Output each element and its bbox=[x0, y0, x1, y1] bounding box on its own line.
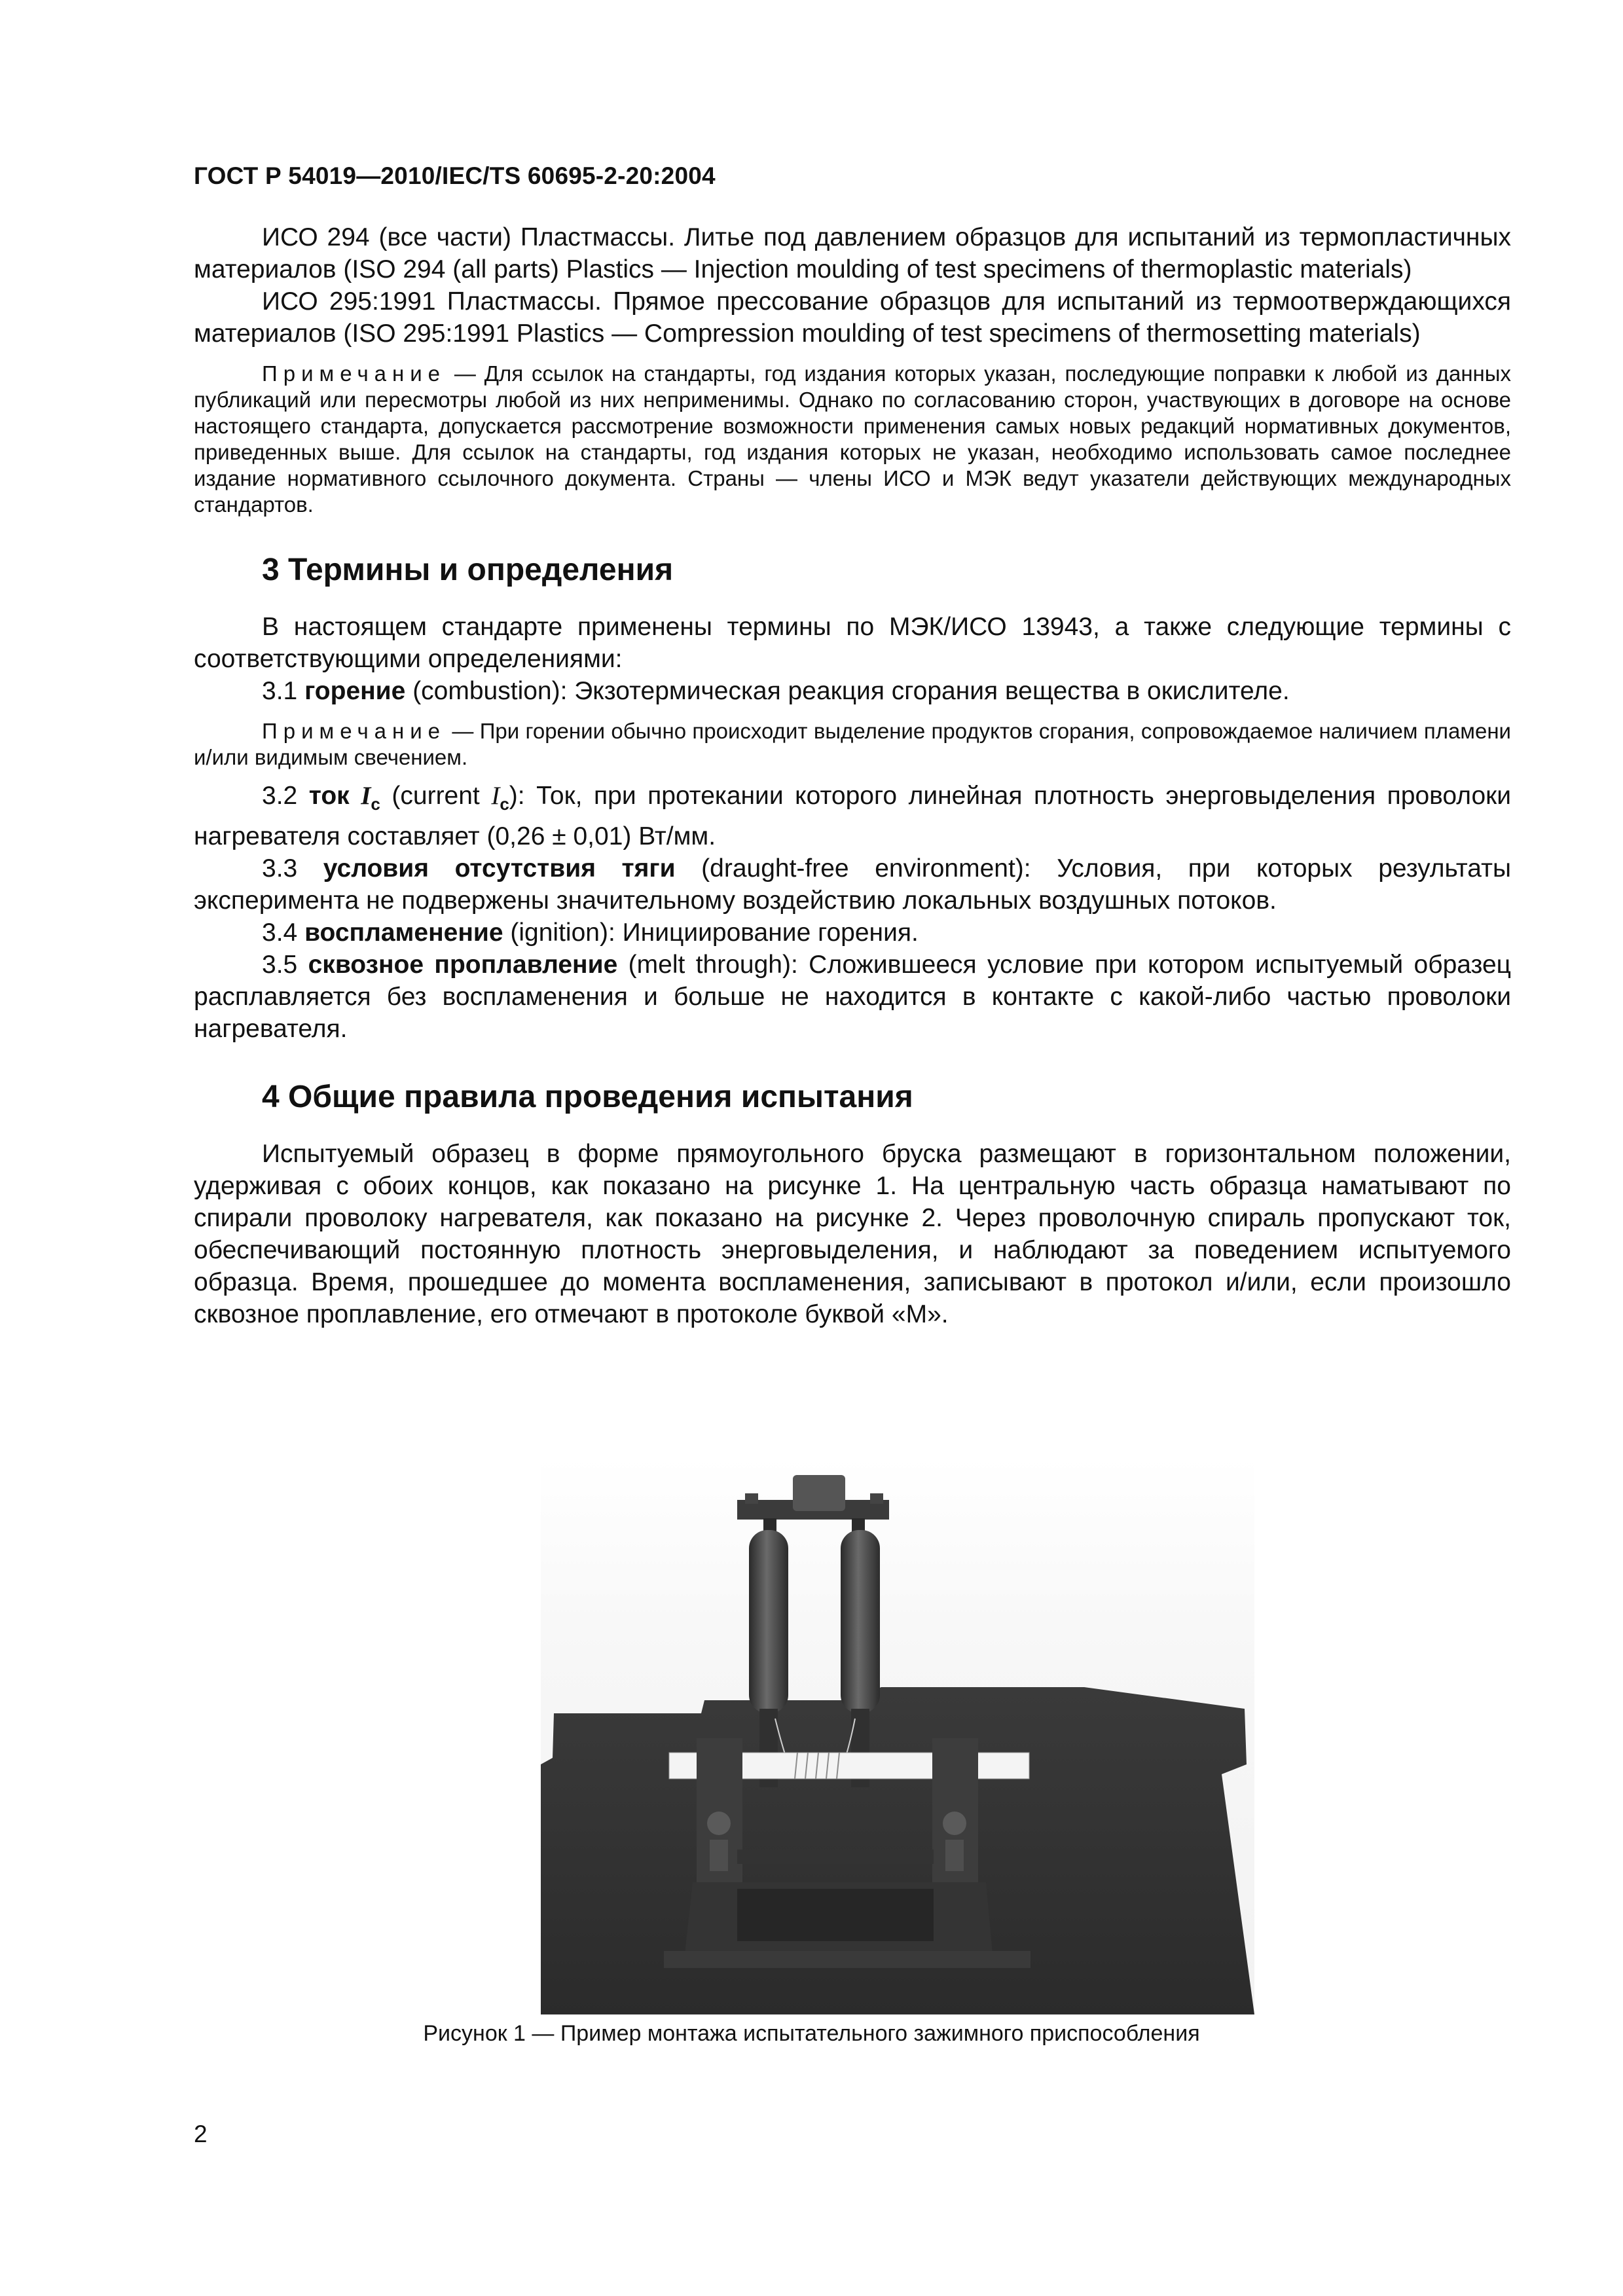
standard-header: ГОСТ Р 54019—2010/IEC/TS 60695-2-20:2004 bbox=[194, 162, 716, 189]
note-text: — Для ссылок на стандарты, год издания которых указан, последующие поправки к любой из данных публикаций или пересмотры любой из них неприменимы. Однако по согласованию сторон, участвующих в договоре на основе настоящего стандарта, допускается рассмотрение возможности применения самых новых редакций нормативных документов, приведенных выше. Для ссылок на стандарты, год издания которых не указан, необходимо использовать самое последнее издание нормативного ссылочного документа. Страны — члены ИСО и МЭК ведут указатели действующих международных стандартов. bbox=[194, 361, 1511, 517]
section-3-intro: В настоящем стандарте применены термины по МЭК/ИСО 13943, а также следующие термины с соответствующими определениями: bbox=[194, 613, 1511, 673]
page-number: 2 bbox=[194, 2121, 208, 2147]
term-3-3-name: условия отсутствия тяги bbox=[323, 854, 676, 883]
current-symbol-inline: $I_c$ bbox=[491, 782, 509, 814]
term-3-1-note bbox=[194, 718, 1511, 771]
section-4-heading: 4 Общие правила проведения испытания bbox=[262, 1079, 913, 1114]
term-3-5-name: сквозное проплавление bbox=[308, 950, 618, 979]
reference-iso-294: ИСО 294 (все части) Пластмассы. Литье под давлением образцов для испытаний из термопластичных материалов (ISO 294 (all parts) Plastics — Injection moulding of test specimens of thermoplastic materials) bbox=[194, 223, 1511, 283]
term-3-3: 3.3 условия отсутствия тяги (draught-free environment): Условия, при которых результаты эксперимента не подвержены значительному воздействию локальных воздушных потоков. bbox=[194, 854, 1511, 915]
term-3-2: 3.2 ток $I_c$ (current $I_c$): Ток, при протекании которого линейная плотность энерговыделения проволоки нагревателя составляет (0,26 ± 0,01) Вт/мм. bbox=[194, 782, 1511, 850]
references-note bbox=[194, 361, 1511, 518]
term-3-5: 3.5 сквозное проплавление (melt through): Сложившееся условие при котором испытуемый образец расплавляется без воспламенения и больше не находится в контакте с какой-либо частью проволоки нагревателя. bbox=[194, 950, 1511, 1043]
note-label: Примечание bbox=[262, 361, 447, 386]
section-3-heading: 3 Термины и определения bbox=[262, 553, 674, 587]
note-label: Примечание bbox=[262, 719, 447, 743]
figure-1-photo bbox=[541, 1457, 1254, 2014]
term-3-2-name: ток bbox=[308, 782, 350, 810]
figure-1-caption: Рисунок 1 — Пример монтажа испытательного зажимного приспособления bbox=[423, 2021, 1200, 2046]
term-3-4: 3.4 воспламенение (ignition): Инициирование горения. bbox=[262, 918, 919, 947]
term-3-4-name: воспламенение bbox=[304, 918, 503, 947]
current-symbol: $I_c$ bbox=[361, 782, 380, 814]
reference-iso-295: ИСО 295:1991 Пластмассы. Прямое прессование образцов для испытаний из термоотверждающихся материалов (ISO 295:1991 Plastics — Compression moulding of test specimens of thermosetting materials) bbox=[194, 287, 1511, 348]
document-body bbox=[194, 221, 1511, 1330]
section-4-text: Испытуемый образец в форме прямоугольного бруска размещают в горизонтальном положении, удерживая с обоих концов, как показано на рисунке 1. На центральную часть образца наматывают по спирали проволоку нагревателя, как показано на рисунке 2. Через проволочную спираль пропускают ток, обеспечивающий постоянную плотность энерговыделения, и наблюдают за поведением испытуемого образца. Время, прошедшее до момента воспламенения, записывают в протокол и/или, если произошло сквозное проплавление, его отмечают в протоколе буквой «М». bbox=[194, 1139, 1511, 1328]
note-text: — При горении обычно происходит выделение продуктов сгорания, сопровождаемое наличием пламени и/или видимым свечением. bbox=[194, 719, 1511, 769]
term-3-1: 3.1 горение (combustion): Экзотермическая реакция сгорания вещества в окислителе. bbox=[262, 677, 1290, 705]
term-3-1-name: горение bbox=[304, 677, 406, 705]
